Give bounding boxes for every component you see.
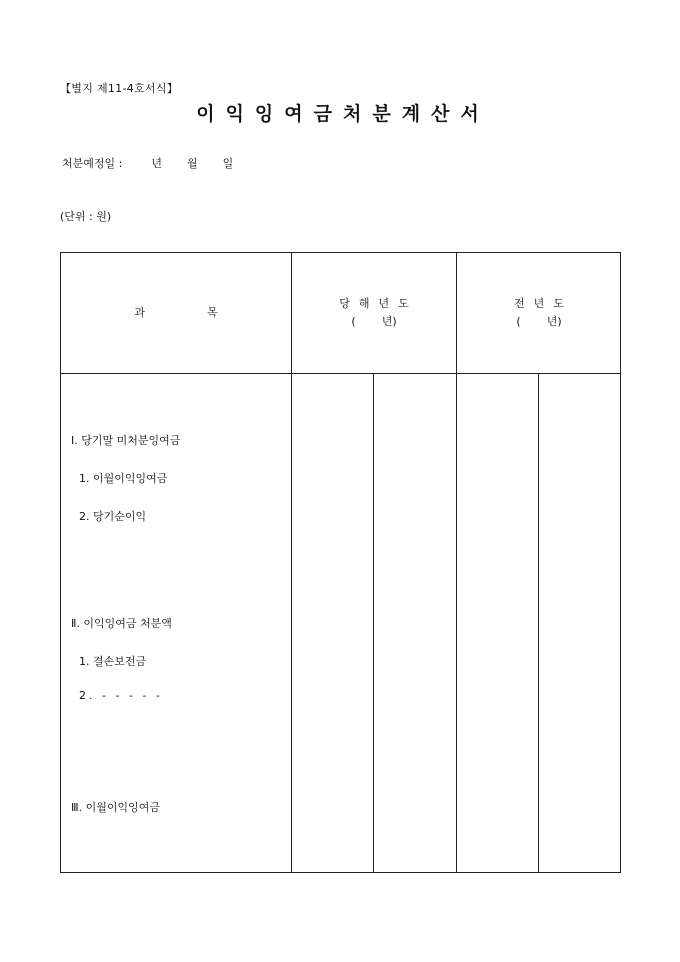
header-current-year xyxy=(292,253,456,373)
row-deficit-compensation: 1. 결손보전금 xyxy=(79,655,147,668)
document-title: 이익잉여금처분계산서 xyxy=(196,103,490,125)
header-previous-year-paren-open: ( xyxy=(516,315,521,328)
disposal-date-month: 월 xyxy=(186,157,198,170)
disposal-date-day: 일 xyxy=(222,157,234,170)
current-year-subdivider xyxy=(373,373,374,872)
disposal-date-year: 년 xyxy=(151,157,162,170)
header-previous-year-label: 전년도 xyxy=(514,297,573,310)
header-current-year-label: 당해년도 xyxy=(339,297,418,310)
row-retained-earnings-appropriation: Ⅱ. 이익잉여금 처분액 xyxy=(71,617,172,630)
row-unappropriated-retained-earnings: Ⅰ. 당기말 미처분잉여금 xyxy=(71,434,181,447)
form-number-label: 【별지 제11-4호서식】 xyxy=(60,82,179,95)
row-other-item: 2. - - - - - xyxy=(79,689,163,702)
row-carried-forward-retained-earnings: 1. 이월이익잉여금 xyxy=(79,472,168,485)
row-net-income: 2. 당기순이익 xyxy=(79,510,147,523)
row-retained-earnings-carried-forward: Ⅲ. 이월이익잉여금 xyxy=(71,801,160,814)
previous-year-subdivider xyxy=(538,373,539,872)
header-previous-year xyxy=(457,253,621,373)
header-subject-a: 과 xyxy=(134,306,145,319)
header-subject-b: 목 xyxy=(207,306,218,319)
disposal-date-line xyxy=(62,155,233,171)
header-current-year-paren-close: 년) xyxy=(381,315,397,328)
header-subject xyxy=(61,253,291,373)
statement-table xyxy=(60,252,621,873)
header-divider xyxy=(61,373,620,374)
header-previous-year-paren-close: 년) xyxy=(546,315,562,328)
disposal-date-label: 처분예정일 : xyxy=(62,157,123,170)
header-current-year-paren-open: ( xyxy=(351,315,356,328)
unit-label: (단위 : 원) xyxy=(60,210,112,223)
